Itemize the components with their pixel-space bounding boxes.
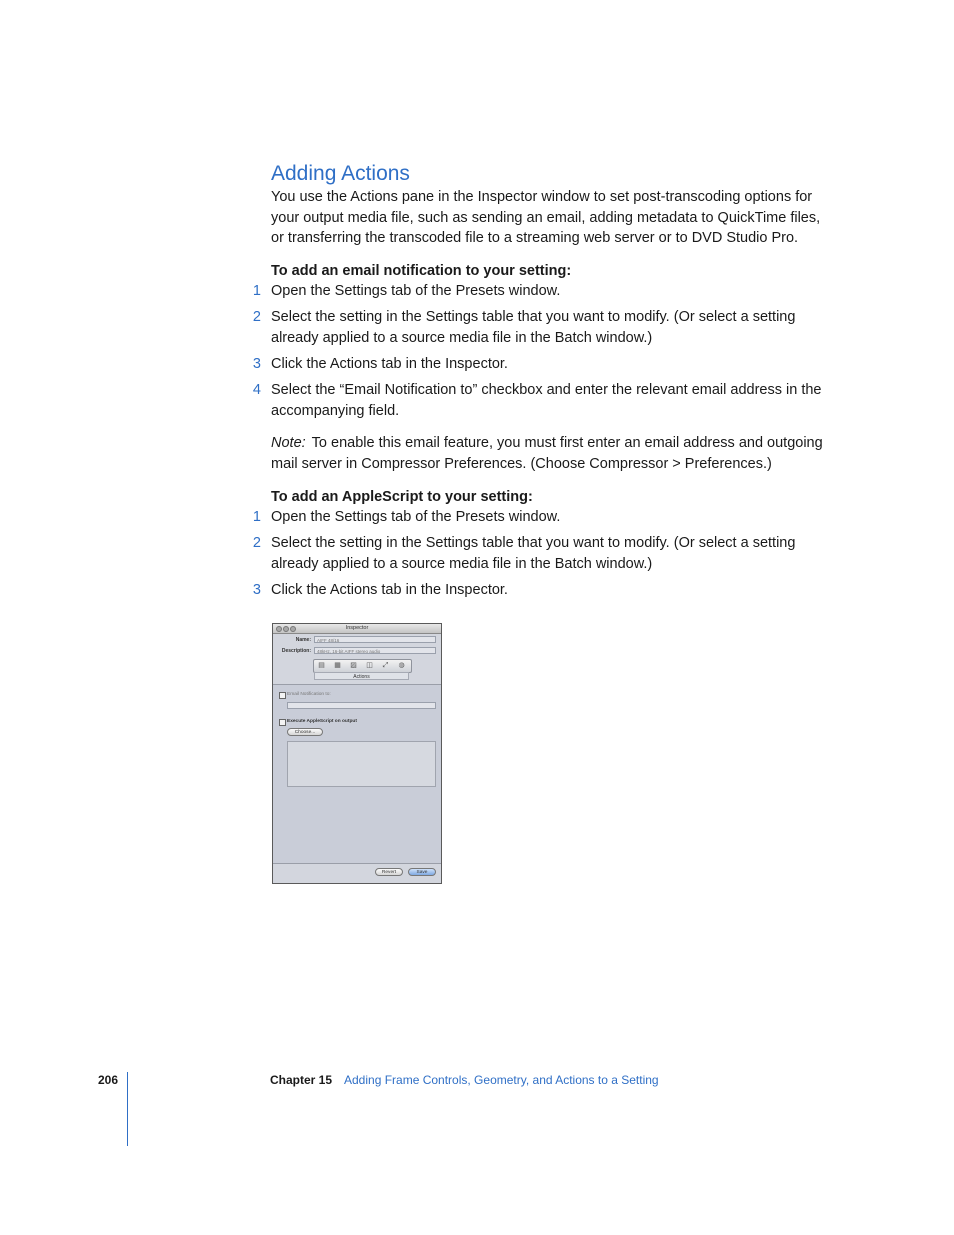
step-number: 3 <box>252 356 261 372</box>
step-text: Select the setting in the Settings table that you want to modify. (Or select a setting already applied to a source media file in the Batch window.) <box>271 309 796 346</box>
step-number: 2 <box>252 535 261 551</box>
task-applescript-title: To add an AppleScript to your setting: <box>271 489 533 505</box>
description-label: Description: <box>281 648 311 654</box>
step-text: Open the Settings tab of the Presets window. <box>271 509 561 525</box>
inspector-header <box>273 634 441 685</box>
email-step-3 <box>243 354 823 375</box>
note-label: Note: <box>271 435 306 451</box>
email-notification-checkbox[interactable] <box>279 692 286 699</box>
page-number: 206 <box>98 1073 119 1087</box>
applescript-step-2 <box>243 533 823 575</box>
active-tab-label: Actions <box>314 672 409 680</box>
inspector-window-screenshot <box>272 623 442 884</box>
task-email-title: To add an email notification to your setting: <box>271 263 572 279</box>
filters-tab-icon[interactable]: ▨ <box>350 662 357 669</box>
encoder-tab-icon[interactable]: ▤ <box>318 662 325 669</box>
email-notification-label: Email Notification to: <box>287 692 331 697</box>
applescript-path-area <box>287 741 436 787</box>
section-heading: Adding Actions <box>271 162 410 185</box>
step-text: Select the “Email Notification to” checkbox and enter the relevant email address in the accompanying field. <box>271 382 822 419</box>
note-paragraph <box>271 433 823 474</box>
step-text: Click the Actions tab in the Inspector. <box>271 582 508 598</box>
step-number: 3 <box>252 582 261 598</box>
step-number: 2 <box>252 309 261 325</box>
footer-divider <box>127 1072 128 1146</box>
inspector-tab-bar <box>313 659 412 673</box>
step-text: Click the Actions tab in the Inspector. <box>271 356 508 372</box>
applescript-step-1 <box>243 507 823 528</box>
step-number: 1 <box>252 283 261 299</box>
email-step-1 <box>243 281 823 302</box>
applescript-step-3 <box>243 580 823 601</box>
step-number: 4 <box>252 382 261 398</box>
step-number: 1 <box>252 509 261 525</box>
save-button[interactable]: Save <box>408 868 436 876</box>
applescript-checkbox[interactable] <box>279 719 286 726</box>
intro-paragraph: You use the Actions pane in the Inspector window to set post-transcoding options for your output media file, such as sending an email, adding metadata to QuickTime files, or transferring the transcoded file to a streaming web server or to DVD Studio Pro. <box>271 189 821 247</box>
geometry-tab-icon[interactable]: ◫ <box>366 662 373 669</box>
revert-button[interactable]: Revert <box>375 868 403 876</box>
step-text: Open the Settings tab of the Presets window. <box>271 283 561 299</box>
chapter-title: Adding Frame Controls, Geometry, and Actions to a Setting <box>344 1073 659 1087</box>
window-title-bar <box>273 624 441 634</box>
choose-button[interactable]: Choose... <box>287 728 323 736</box>
applescript-label: Execute AppleScript on output <box>287 719 357 724</box>
note-text: To enable this email feature, you must first enter an email address and outgoing mail server in Compressor Preferences. (Choose Compressor > Preferences.) <box>271 435 823 472</box>
window-title: Inspector <box>345 625 369 631</box>
step-text: Select the setting in the Settings table that you want to modify. (Or select a setting already applied to a source media file in the Batch window.) <box>271 535 796 572</box>
email-address-field[interactable] <box>287 702 436 709</box>
name-field[interactable]: AIFF 48/16 <box>314 636 436 643</box>
actions-tab-icon[interactable]: ⤢ <box>382 662 389 669</box>
description-field[interactable]: 48kHz, 16-bit AIFF stereo audio <box>314 647 436 654</box>
frame-controls-tab-icon[interactable]: ▦ <box>334 662 341 669</box>
name-label: Name: <box>295 637 311 643</box>
chapter-label: Chapter 15 <box>270 1073 333 1087</box>
email-step-4 <box>243 380 823 422</box>
email-step-2 <box>243 307 823 349</box>
summary-tab-icon[interactable]: ◍ <box>398 662 405 669</box>
inspector-footer <box>273 863 441 884</box>
